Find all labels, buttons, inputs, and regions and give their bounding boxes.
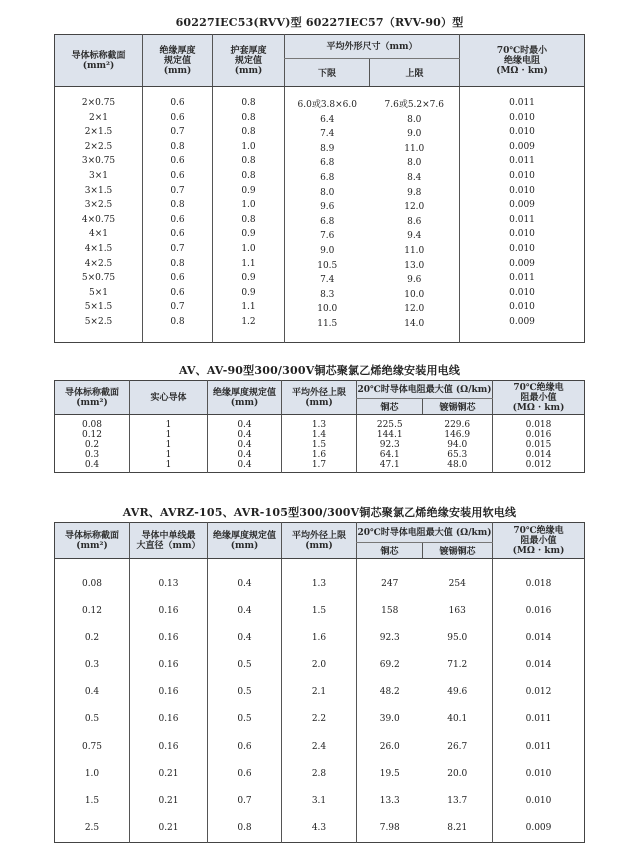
table3-title: AVR、AVRZ-105、AVR-105型300/300V铜芯聚氯乙烯绝缘安装用软电线 [122,506,517,519]
t1-col-resistance: 0.011 0.010 0.010 0.009 0.011 0.010 0.010 0.009 0.011 0.010 0.010 0.009 0.011 0.010 0.010 0.009 [460,87,585,343]
t3-header-copper: 铜芯 [357,543,423,559]
t2-col-resistance: 0.018 0.016 0.015 0.014 0.012 [493,415,585,473]
t1-header-insulation: 绝缘厚度 规定值 (mm) [143,35,213,87]
t1-header-resistance: 70℃时最小 绝缘电阻 (MΩ · km) [460,35,585,87]
t2-col-copper: 225.5 144.1 92.3 64.1 47.1 [357,415,423,473]
t2-col-tinned: 229.6 146.9 94.0 65.3 48.0 [444,420,471,470]
t3-header-resistance: 70℃绝缘电 阻最小值 (MΩ · km) [493,523,585,559]
t2-col-solid: 1 1 1 1 1 [130,415,208,473]
t2-col-insulation: 0.4 0.4 0.4 0.4 0.4 [208,415,282,473]
t3-col-copper: 247 158 92.3 69.2 48.2 39.0 26.0 19.5 13.3 7.98 [357,559,423,843]
t1-col-insulation: 0.6 0.6 0.7 0.8 0.6 0.6 0.7 0.8 0.6 0.6 0.7 0.8 0.6 0.6 0.7 0.8 [143,87,213,343]
t1-col-lower: 6.0或3.8×6.0 6.4 7.4 8.9 6.8 6.8 8.0 9.6 6.8 7.6 9.0 10.5 7.4 8.3 10.0 11.5 [285,87,370,343]
table2-title: AV、AV-90型300/300V铜芯聚氯乙烯绝缘安装用电线 [178,364,461,377]
table2 [54,380,585,473]
t2-header-section: 导体标称截面 (mm²) [55,381,130,415]
t3-header-max-dia: 导体中单线最 大直径（mm） [130,523,208,559]
t3-header-insulation: 绝缘厚度规定值 (mm) [208,523,282,559]
t2-col-section: 0.08 0.12 0.2 0.3 0.4 [81,420,103,470]
t3-col-avg-upper: 1.3 1.5 1.6 2.0 2.1 2.2 2.4 2.8 3.1 4.3 [282,559,357,843]
t1-col-upper: 7.6或5.2×7.6 8.0 9.0 11.0 8.0 8.4 9.8 12.0 8.6 9.4 11.0 13.0 9.6 10.0 12.0 14.0 [384,100,444,329]
t3-header-cond-res: 20℃时导体电阻最大值 (Ω/km) [357,523,493,543]
t2-header-cond-res: 20℃时导体电阻最大值 (Ω/km) [357,381,493,399]
t2-header-tinned: 镀锡铜芯 [423,399,493,415]
t3-header-avg-upper: 平均外径上限 (mm) [282,523,357,559]
t1-col-section: 2×0.75 2×1 2×1.5 2×2.5 3×0.75 3×1 3×1.5 3×2.5 4×0.75 4×1 4×1.5 4×2.5 5×0.75 5×1 5×1.5 5×2.5 [81,98,116,327]
t2-header-insulation: 绝缘厚度规定值 (mm) [208,381,282,415]
t3-col-max-dia: 0.13 0.16 0.16 0.16 0.16 0.16 0.16 0.21 0.21 0.21 [130,559,208,843]
t3-header-section: 导体标称截面 (mm²) [55,523,130,559]
t3-col-resistance: 0.018 0.016 0.014 0.014 0.012 0.011 0.011 0.010 0.010 0.009 [493,559,585,843]
table1-title: 60227IEC53(RVV)型 60227IEC57（RVV-90）型 [175,16,464,29]
t2-col-avg-upper: 1.3 1.4 1.5 1.6 1.7 [282,415,357,473]
t1-header-avg-dim: 平均外形尺寸（mm） [285,35,460,59]
t2-header-avg-upper: 平均外径上限 (mm) [282,381,357,415]
t1-col-sheath: 0.8 0.8 0.8 1.0 0.8 0.8 0.9 1.0 0.8 0.9 1.0 1.1 0.9 0.9 1.1 1.2 [213,87,285,343]
table3 [54,522,585,843]
t2-header-copper: 铜芯 [357,399,423,415]
t3-col-tinned: 254 163 95.0 71.2 49.6 40.1 26.7 20.0 13.7 8.21 [447,579,468,833]
t3-col-insulation: 0.4 0.4 0.4 0.5 0.5 0.5 0.6 0.6 0.7 0.8 [208,559,282,843]
t2-header-resistance: 70℃绝缘电 阻最小值 (MΩ · km) [493,381,585,415]
t3-header-tinned: 镀锡铜芯 [423,543,493,559]
t1-header-upper: 上限 [370,59,460,87]
t1-header-sheath: 护套厚度 规定值 (mm) [213,35,285,87]
t1-header-section: 导体标称截面 (mm²) [55,35,143,87]
t3-col-section: 0.08 0.12 0.2 0.3 0.4 0.5 0.75 1.0 1.5 2.5 [81,579,103,833]
t1-header-lower: 下限 [285,59,370,87]
table1 [54,34,585,343]
t2-header-solid: 实心导体 [130,381,208,415]
